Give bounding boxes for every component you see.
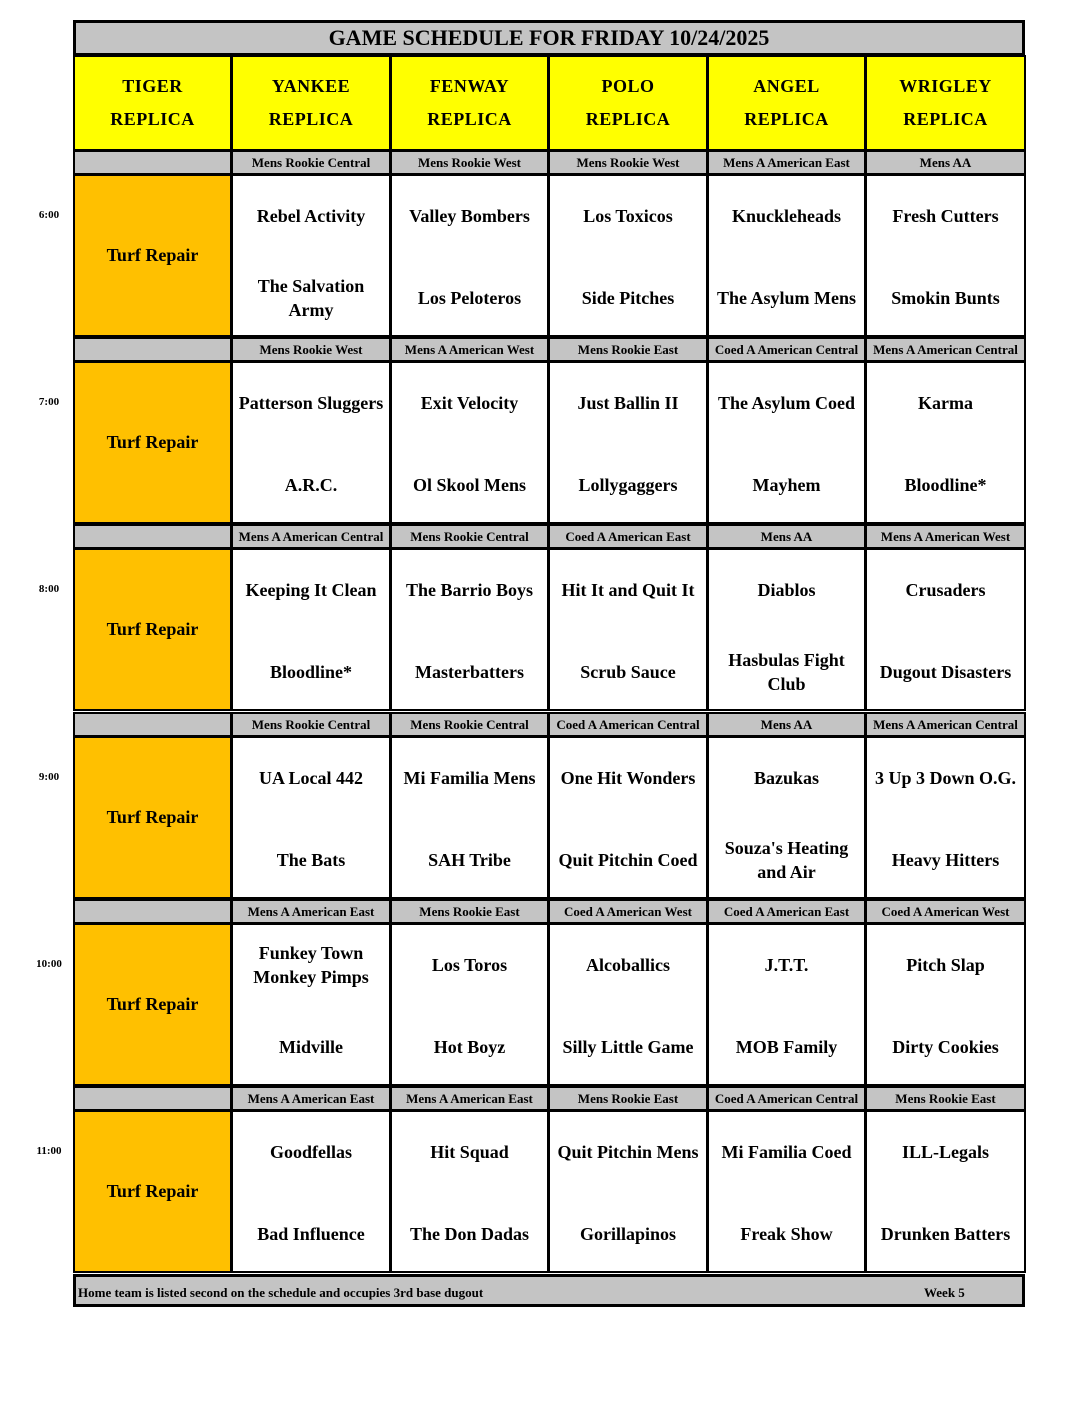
away-team: Funkey Town Monkey Pimps xyxy=(253,943,369,987)
game-cell xyxy=(548,1110,708,1273)
field-subtitle: REPLICA xyxy=(427,109,512,129)
time-label: 11:00 xyxy=(36,1145,62,1157)
home-team: Quit Pitchin Coed xyxy=(558,850,698,870)
division-label: Mens AA xyxy=(707,524,866,549)
game-cell xyxy=(548,548,708,711)
field-subtitle: REPLICA xyxy=(110,109,195,129)
away-team: Karma xyxy=(918,393,973,413)
tiger-field-status: Turf Repair xyxy=(73,548,232,711)
division-band xyxy=(73,712,232,737)
home-team: MOB Family xyxy=(735,1037,838,1057)
field-name: WRIGLEY xyxy=(899,76,992,96)
away-team: Diablos xyxy=(757,580,816,600)
home-team: Souza's Heating and Air xyxy=(724,838,849,882)
division-label: Mens Rookie Central xyxy=(390,712,549,737)
game-cell xyxy=(707,174,866,337)
division-band xyxy=(73,524,232,549)
field-header-tiger xyxy=(73,55,232,151)
game-cell xyxy=(865,361,1026,524)
game-cell xyxy=(231,1110,391,1273)
home-team: Dugout Disasters xyxy=(879,662,1012,682)
home-team: Lollygaggers xyxy=(578,475,678,495)
home-team: A.R.C. xyxy=(284,475,338,495)
home-team-note: Home team is listed second on the schedule and occupies 3rd base dugout xyxy=(78,1285,484,1300)
home-team: The Salvation Army xyxy=(257,276,365,320)
division-label: Mens A American West xyxy=(865,524,1026,549)
home-team: Freak Show xyxy=(740,1224,833,1244)
away-team: Knuckleheads xyxy=(731,206,842,226)
field-name: ANGEL xyxy=(753,76,820,96)
away-team: One Hit Wonders xyxy=(560,768,696,788)
home-team: Smokin Bunts xyxy=(891,288,1000,308)
home-team: Hasbulas Fight Club xyxy=(728,650,845,694)
away-team: Just Ballin II xyxy=(577,393,679,413)
division-label: Mens A American Central xyxy=(865,337,1026,362)
division-label: Mens Rookie East xyxy=(548,1086,708,1111)
game-cell xyxy=(865,923,1026,1086)
away-team: ILL-Legals xyxy=(901,1142,989,1162)
division-label: Coed A American Central xyxy=(548,712,708,737)
home-team: Hot Boyz xyxy=(433,1037,506,1057)
away-team: Pitch Slap xyxy=(906,955,985,975)
time-label: 10:00 xyxy=(36,958,62,970)
home-team: Midville xyxy=(279,1037,343,1057)
home-team: Silly Little Game xyxy=(562,1037,694,1057)
game-cell xyxy=(231,174,391,337)
away-team: Goodfellas xyxy=(269,1142,352,1162)
home-team: Ol Skool Mens xyxy=(412,475,527,495)
home-team: Mayhem xyxy=(752,475,821,495)
home-team: Bloodline* xyxy=(269,662,353,682)
game-cell xyxy=(390,548,549,711)
away-team: Valley Bombers xyxy=(409,206,530,226)
division-label: Mens A American East xyxy=(231,1086,391,1111)
field-header-polo xyxy=(548,55,708,151)
away-team: Mi Familia Mens xyxy=(403,768,536,788)
game-cell xyxy=(231,548,391,711)
time-label: 8:00 xyxy=(38,583,60,595)
away-team: J.T.T. xyxy=(764,955,809,975)
away-team: Patterson Sluggers xyxy=(238,393,384,413)
game-cell xyxy=(707,923,866,1086)
away-team: Alcoballics xyxy=(586,955,670,975)
time-label: 7:00 xyxy=(38,396,60,408)
division-label: Mens A American East xyxy=(390,1086,549,1111)
division-label: Coed A American West xyxy=(865,899,1026,924)
game-cell xyxy=(231,736,391,899)
away-team: UA Local 442 xyxy=(258,768,363,788)
away-team: Exit Velocity xyxy=(420,393,519,413)
field-header-angel xyxy=(707,55,866,151)
game-cell xyxy=(390,174,549,337)
away-team: Hit Squad xyxy=(430,1142,509,1162)
away-team: Mi Familia Coed xyxy=(721,1142,852,1162)
division-label: Mens AA xyxy=(865,150,1026,175)
division-band xyxy=(73,1086,232,1111)
game-cell xyxy=(548,174,708,337)
away-team: Hit It and Quit It xyxy=(561,580,695,600)
field-subtitle: REPLICA xyxy=(903,109,988,129)
division-label: Mens Rookie West xyxy=(231,337,391,362)
division-label: Mens Rookie West xyxy=(390,150,549,175)
field-subtitle: REPLICA xyxy=(585,109,671,129)
home-team: Dirty Cookies xyxy=(892,1037,999,1057)
home-team: Drunken Batters xyxy=(880,1224,1011,1244)
home-team: The Bats xyxy=(276,850,346,870)
division-label: Mens Rookie Central xyxy=(231,712,391,737)
field-name: FENWAY xyxy=(429,76,510,96)
game-cell xyxy=(390,1110,549,1273)
game-cell xyxy=(231,923,391,1086)
game-cell xyxy=(707,548,866,711)
home-team: Scrub Sauce xyxy=(580,662,676,682)
division-label: Mens Rookie East xyxy=(865,1086,1026,1111)
away-team: Bazukas xyxy=(753,768,820,788)
division-label: Coed A American West xyxy=(548,899,708,924)
game-cell xyxy=(707,736,866,899)
schedule-footer xyxy=(73,1274,1025,1307)
division-label: Mens Rookie Central xyxy=(231,150,391,175)
game-cell xyxy=(390,923,549,1086)
division-label: Mens Rookie West xyxy=(548,150,708,175)
away-team: Quit Pitchin Mens xyxy=(557,1142,699,1162)
game-cell xyxy=(707,361,866,524)
division-label: Coed A American Central xyxy=(707,337,866,362)
field-subtitle: REPLICA xyxy=(268,109,354,129)
week-label: Week 5 xyxy=(924,1285,965,1300)
division-label: Mens A American East xyxy=(231,899,391,924)
tiger-field-status: Turf Repair xyxy=(73,923,232,1086)
home-team: Masterbatters xyxy=(415,662,524,682)
game-cell xyxy=(231,361,391,524)
field-header-yankee xyxy=(231,55,391,151)
division-band xyxy=(73,899,232,924)
time-label: 9:00 xyxy=(38,771,60,783)
game-cell xyxy=(390,361,549,524)
home-team: Bad Influence xyxy=(257,1224,365,1244)
field-subtitle: REPLICA xyxy=(744,109,829,129)
field-name: TIGER xyxy=(122,76,183,96)
field-name: YANKEE xyxy=(271,76,351,96)
home-team: Gorillapinos xyxy=(579,1224,677,1244)
home-team: Heavy Hitters xyxy=(891,850,1000,870)
division-label: Coed A American East xyxy=(707,899,866,924)
time-label: 6:00 xyxy=(38,209,60,221)
field-header-wrigley xyxy=(865,55,1026,151)
away-team: Keeping It Clean xyxy=(245,580,377,600)
division-label: Coed A American East xyxy=(548,524,708,549)
tiger-field-status: Turf Repair xyxy=(73,1110,232,1273)
division-label: Mens A American Central xyxy=(865,712,1026,737)
home-team: Los Peloteros xyxy=(417,288,522,308)
game-cell xyxy=(865,736,1026,899)
game-cell xyxy=(865,548,1026,711)
home-team: Side Pitches xyxy=(581,288,675,308)
division-band xyxy=(73,337,232,362)
home-team: SAH Tribe xyxy=(428,850,511,870)
division-label: Coed A American Central xyxy=(707,1086,866,1111)
division-label: Mens AA xyxy=(707,712,866,737)
away-team: 3 Up 3 Down O.G. xyxy=(874,768,1017,788)
home-team: Bloodline* xyxy=(904,475,987,495)
field-name: POLO xyxy=(601,76,655,96)
game-cell xyxy=(548,361,708,524)
away-team: Los Toros xyxy=(431,955,508,975)
division-label: Mens A American Central xyxy=(231,524,391,549)
schedule-title: GAME SCHEDULE FOR FRIDAY 10/24/2025 xyxy=(73,20,1025,56)
game-cell xyxy=(390,736,549,899)
away-team: Crusaders xyxy=(905,580,986,600)
away-team: Los Toxicos xyxy=(583,206,673,226)
home-team: The Asylum Mens xyxy=(716,288,857,308)
game-cell xyxy=(865,1110,1026,1273)
division-label: Mens A American East xyxy=(707,150,866,175)
game-cell xyxy=(548,736,708,899)
tiger-field-status: Turf Repair xyxy=(73,174,232,337)
division-label: Mens Rookie Central xyxy=(390,524,549,549)
away-team: The Asylum Coed xyxy=(717,393,856,413)
away-team: The Barrio Boys xyxy=(405,580,533,600)
division-label: Mens Rookie East xyxy=(548,337,708,362)
game-cell xyxy=(707,1110,866,1273)
division-label: Mens A American West xyxy=(390,337,549,362)
division-label: Mens Rookie East xyxy=(390,899,549,924)
away-team: Rebel Activity xyxy=(256,206,366,226)
game-cell xyxy=(865,174,1026,337)
home-team: The Don Dadas xyxy=(409,1224,530,1244)
game-cell xyxy=(548,923,708,1086)
away-team: Fresh Cutters xyxy=(892,206,999,226)
field-header-fenway xyxy=(390,55,549,151)
tiger-field-status: Turf Repair xyxy=(73,736,232,899)
tiger-field-status: Turf Repair xyxy=(73,361,232,524)
division-band xyxy=(73,150,232,175)
